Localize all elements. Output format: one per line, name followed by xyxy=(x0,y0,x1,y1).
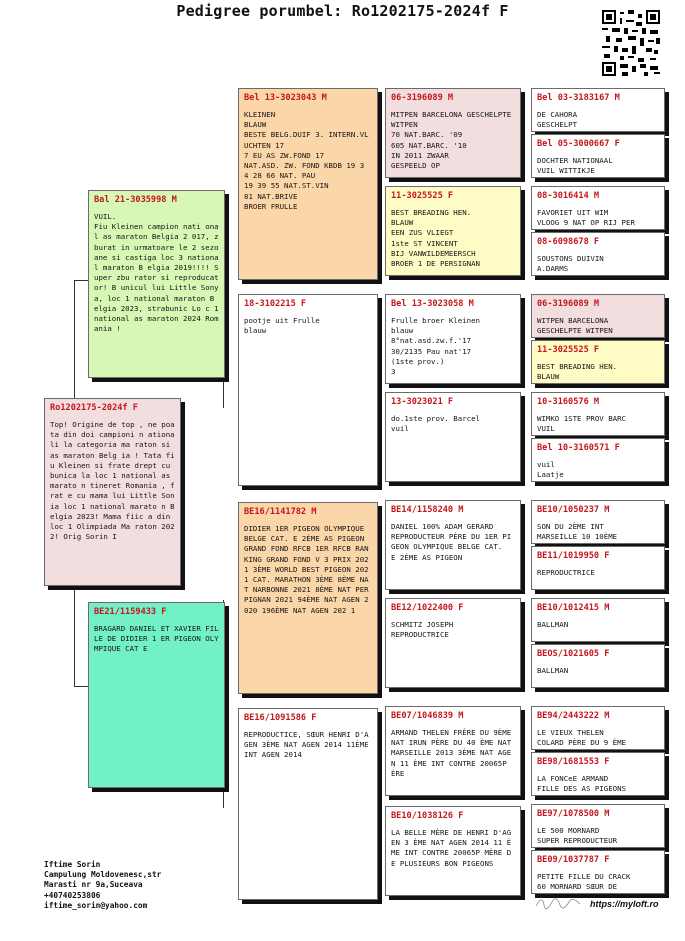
pigeon-card-gen5[interactable] xyxy=(531,500,665,544)
ring-number: BE94/2443222 M xyxy=(537,711,610,721)
pigeon-card-gen5[interactable] xyxy=(531,644,665,688)
pigeon-card-ddd[interactable] xyxy=(385,806,521,896)
pigeon-card-dds[interactable] xyxy=(385,706,521,796)
pigeon-card-gen5[interactable] xyxy=(531,88,665,132)
ring-number: Bel 10-3160571 F xyxy=(537,443,620,453)
pigeon-notes: Frulle broer Kleinen blauw 8°nat.asd.zw.f.'17 30/2135 Pau nat'17 (1ste prov.) 3 xyxy=(391,316,480,377)
ring-number: 13-3023021 F xyxy=(391,397,454,407)
pigeon-card-sds[interactable] xyxy=(385,294,521,384)
pigeon-notes: WIMKO 1STE PROV BARC VUIL xyxy=(537,414,626,434)
pigeon-card-dam-sire[interactable] xyxy=(238,502,378,694)
ring-number: 08-6098678 F xyxy=(537,237,600,247)
pigeon-notes: Top! Origine de top , ne poata din doi campioni n ationali la categoria ma raton si as maraton Belg ia ! Tata fiu Kleinen si frate drept cu bunica la loc 1 national as marato n tineret Romania , frat e cu mama lui Little Son ia loc 1 national marato n Belgia 2023! Mama fiic a din loc 1 Olimpiada Ma raton 2022! Orig Sorin I xyxy=(50,420,175,542)
pigeon-notes: SON DU 2ÈME INT MARSEILLE 10 10ÈME xyxy=(537,522,618,542)
signature-icon xyxy=(534,896,582,910)
pigeon-notes: ARMAND THELEN FRÈRE DU 9ÈME NAT IRUN PÈRE DU 40 ÈME NAT MARSEILLE 2013 3ÈME NAT AGEN 11 ÈME INT CONTRE 20065P ÈRE xyxy=(391,728,512,778)
pigeon-card-subject[interactable] xyxy=(44,398,181,586)
pigeon-notes: BEST BREADING HEN. BLAUW xyxy=(537,362,618,382)
pigeon-notes: KLEINEN BLAUW BESTE BELG.DUIF 3. INTERN.VLUCHTEN 17 7 EU AS ZW.FOND 17 NAT.ASD. ZW. FOND KBDB 19 3 4 28 66 NAT. PAU 19 39 55 NAT.ST.VIN 81 NAT.BRIVE BROER FRULLE xyxy=(244,110,369,211)
ring-number: BE11/1019950 F xyxy=(537,551,610,561)
pigeon-notes: FAVORIET UIT WIM VLOOG 9 NAT OP RIJ PER xyxy=(537,208,635,228)
pigeon-notes: DOCHTER NATIONAAL VUIL WITTIKJE xyxy=(537,156,613,176)
ring-number: BE09/1037787 F xyxy=(537,855,610,865)
ring-number: BE07/1046839 M xyxy=(391,711,464,721)
pigeon-notes: LE 500 MORNARD SUPER REPRODUCTEUR xyxy=(537,826,618,846)
ring-number: 11-3025525 F xyxy=(537,345,600,355)
ring-number: BE10/1012415 M xyxy=(537,603,610,613)
pigeon-card-sss[interactable] xyxy=(385,88,521,178)
owner-contact: Iftime Sorin Campulung Moldovenesc,str Marasti nr 9a,Suceava +40740253806 iftime_sorin@yahoo.com xyxy=(44,860,162,910)
pigeon-card-gen5[interactable] xyxy=(531,598,665,642)
ring-number: 06-3196089 M xyxy=(537,299,600,309)
pigeon-notes: BALLMAN xyxy=(537,666,569,675)
pigeon-card-gen5[interactable] xyxy=(531,392,665,436)
pigeon-card-dam-dam[interactable] xyxy=(238,708,378,900)
pigeon-card-gen5[interactable] xyxy=(531,804,665,848)
pigeon-notes: SCHMITZ JOSEPH REPRODUCTRICE xyxy=(391,620,454,640)
pigeon-card-gen5[interactable] xyxy=(531,294,665,338)
pigeon-card-sdd[interactable] xyxy=(385,392,521,482)
pigeon-card-gen5[interactable] xyxy=(531,186,665,230)
pigeon-notes: LA BELLE MÈRE DE HENRI D'AGEN 3 ÈME NAT AGEN 2014 11 ÈME INT CONTRE 20065P MÈRE DE PLUSIEURS BON PIGEONS xyxy=(391,828,512,868)
ring-number: BE12/1022400 F xyxy=(391,603,464,613)
ring-number: 11-3025525 F xyxy=(391,191,454,201)
ring-number: Bal 21-3035998 M xyxy=(94,195,177,205)
pigeon-notes: LE VIEUX THELEN COLARD PÈRE DU 9 ÈME xyxy=(537,728,626,748)
pigeon-card-dsd[interactable] xyxy=(385,598,521,688)
pigeon-card-dss[interactable] xyxy=(385,500,521,590)
pigeon-card-gen5[interactable] xyxy=(531,340,665,384)
ring-number: Bel 13-3023043 M xyxy=(244,93,327,103)
pigeon-notes: LA FONCeE ARMAND FILLE DES AS PIGEONS xyxy=(537,774,626,794)
ring-number: BE10/1038126 F xyxy=(391,811,464,821)
pigeon-notes: MITPEN BARCELONA GESCHELPTE WITPEN 70 NAT.BARC. '09 605 NAT.BARC. '10 IN 2011 ZWAAR GESPEELD OP xyxy=(391,110,512,171)
pigeon-card-gen5[interactable] xyxy=(531,134,665,178)
pigeon-notes: DE CAHORA GESCHELPT xyxy=(537,110,578,130)
ring-number: BEOS/1021605 F xyxy=(537,649,610,659)
pigeon-card-sire[interactable] xyxy=(88,190,225,378)
page-title: Pedigree porumbel: Ro1202175-2024f F xyxy=(176,2,509,20)
pigeon-notes: REPRODUCTRICE xyxy=(537,568,595,577)
pigeon-card-ssd[interactable] xyxy=(385,186,521,276)
pigeon-card-gen5[interactable] xyxy=(531,850,665,894)
ring-number: 08-3016414 M xyxy=(537,191,600,201)
pigeon-card-dam[interactable] xyxy=(88,602,225,788)
ring-number: BE97/1078500 M xyxy=(537,809,610,819)
pigeon-card-sire-dam[interactable] xyxy=(238,294,378,486)
qr-code-icon xyxy=(602,10,660,76)
ring-number: BE21/1159433 F xyxy=(94,607,167,617)
pigeon-card-gen5[interactable] xyxy=(531,232,665,276)
ring-number: Bel 05-3000667 F xyxy=(537,139,620,149)
pigeon-notes: do.1ste prov. Barcel vuil xyxy=(391,414,480,434)
ring-number: 18-3102215 F xyxy=(244,299,307,309)
pigeon-notes: DANIEL 100% ADAM GERARD REPRODUCTEUR PÈRE DU 1ER PIGEON OLYMPIQUE BELGE CAT. E 2ÈME AS PIGEON xyxy=(391,522,512,562)
pigeon-notes: PETITE FILLE DU CRACK 60 MORNARD SŒUR DE xyxy=(537,872,631,892)
pigeon-card-gen5[interactable] xyxy=(531,706,665,750)
pigeon-card-gen5[interactable] xyxy=(531,752,665,796)
ring-number: 06-3196089 M xyxy=(391,93,454,103)
pigeon-notes: WITPEN BARCELONA GESCHELPTE WITPEN xyxy=(537,316,613,336)
ring-number: 10-3160576 M xyxy=(537,397,600,407)
ring-number: Bel 03-3183167 M xyxy=(537,93,620,103)
pigeon-notes: BEST BREADING HEN. BLAUW EEN ZUS VLIEGT 1ste ST VINCENT BIJ VANWILDEMEERSCH BROER 1 DE PERSIGNAN xyxy=(391,208,480,269)
ring-number: Ro1202175-2024f F xyxy=(50,403,138,413)
ring-number: BE16/1091586 F xyxy=(244,713,317,723)
connector-line xyxy=(74,280,75,400)
connector-line xyxy=(74,280,88,281)
pigeon-card-gen5[interactable] xyxy=(531,546,665,590)
connector-line xyxy=(74,686,88,687)
pigeon-notes: SOUSTONS DUIVIN A.DARMS xyxy=(537,254,604,274)
ring-number: Bel 13-3023058 M xyxy=(391,299,474,309)
ring-number: BE14/1158240 M xyxy=(391,505,464,515)
ring-number: BE16/1141782 M xyxy=(244,507,317,517)
pigeon-card-sire-sire[interactable] xyxy=(238,88,378,280)
pigeon-notes: REPRODUCTICE, SŒUR HENRI D'AGEN 3ÈME NAT AGEN 2014 11ÈME INT AGEN 2014 xyxy=(244,730,369,760)
pigeon-notes: VUIL. Fiu Kleinen campion nati onal as maraton Belgia 2 017, zburat in urmatoare le 2 sezoane si castiga loc 3 national maraton B elgia 2019!!!! Super zbu rator si reproducator! B unicul lui Little Sonya, loc 1 national maraton B elgia 2023, strabunic Lo c 1 national as maraton 2024 Romania ! xyxy=(94,212,219,334)
pigeon-notes: vuil Laatje xyxy=(537,460,564,480)
pigeon-notes: BRAGARD DANIEL ET XAVIER FILLE DE DIDIER 1 ER PIGEON OLYMPIQUE CAT E xyxy=(94,624,219,654)
pigeon-card-gen5[interactable] xyxy=(531,438,665,482)
pigeon-notes: DIDIER 1ER PIGEON OLYMPIQUE BELGE CAT. E 2ÈME AS PIGEON GRAND FOND RFCB 1ER RFCB RANKING GRAND FOND V 3 PRIX 2021 3ÈME WORLD BEST PIGEON 2021 CAT. MARATHON 3ÈME 8ÈME NAT NARBONNE 2021 8ÈME NAT PERPIGNAN 2021 94ÈME NAT AGEN 2020 196ÈME NAT AGEN 202 1 xyxy=(244,524,369,615)
ring-number: BE98/1681553 F xyxy=(537,757,610,767)
pigeon-notes: pootje uit Frulle blauw xyxy=(244,316,320,336)
pigeon-notes: BALLMAN xyxy=(537,620,569,629)
ring-number: BE10/1050237 M xyxy=(537,505,610,515)
website-link[interactable]: https://myloft.ro xyxy=(590,899,659,909)
